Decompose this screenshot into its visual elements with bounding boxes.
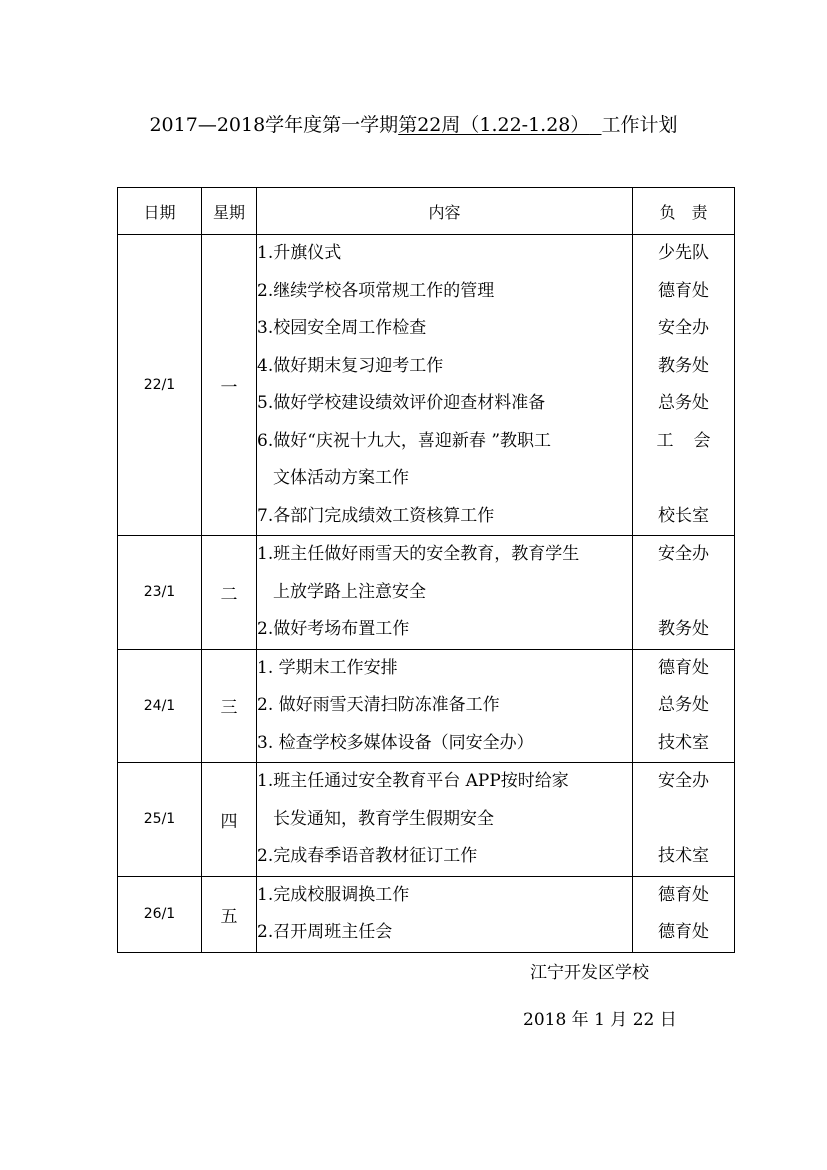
responsible-spacer (633, 801, 734, 839)
task-line: 上放学路上注意安全 (273, 581, 426, 602)
responsible-cell (633, 235, 735, 536)
header-weekday: 星期 (202, 188, 257, 235)
responsible-dept: 德育处 (658, 884, 709, 905)
title-suffix: 工作计划 (601, 114, 678, 136)
school-name: 江宁开发区学校 (530, 963, 649, 983)
task-line: 3.校园安全周工作检查 (257, 318, 427, 338)
weekday-cell: 五 (202, 876, 257, 952)
responsible-dept: 德育处 (658, 280, 709, 301)
responsible-cell (633, 763, 735, 877)
task-line: 2.做好考场布置工作 (257, 619, 410, 639)
responsible-dept: 总务处 (658, 695, 709, 715)
table-header-row (118, 188, 735, 235)
title-week: 第22周（1.22-1.28） (398, 114, 590, 136)
responsible-dept: 教务处 (658, 355, 709, 376)
content-cell (257, 536, 633, 650)
task-line: 4.做好期末复习迎考工作 (257, 355, 444, 376)
responsible-cell (633, 536, 735, 650)
header-responsible: 负 责 (633, 188, 735, 235)
task-line: 1.班主任做好雨雪天的安全教育，教育学生 (257, 544, 580, 564)
document-date: 2018 年 1 月 22 日 (523, 1010, 677, 1030)
responsible-dept: 德育处 (658, 922, 709, 942)
table-row (118, 235, 735, 536)
task-line: 1.完成校服调换工作 (257, 884, 410, 905)
responsible-dept: 教务处 (658, 619, 709, 639)
task-line: 2. 做好雨雪天清扫防冻准备工作 (257, 695, 500, 715)
date-cell: 25/1 (118, 763, 202, 877)
responsible-dept: 安全办 (658, 771, 709, 791)
content-cell (257, 649, 633, 763)
responsible-dept: 少先队 (658, 243, 709, 263)
task-line: 7.各部门完成绩效工资核算工作 (257, 505, 495, 526)
weekday-cell: 二 (202, 536, 257, 650)
task-line: 1. 学期末工作安排 (257, 657, 398, 678)
date-cell: 22/1 (118, 235, 202, 536)
content-cell (257, 876, 633, 952)
date-cell: 24/1 (118, 649, 202, 763)
table-row (118, 649, 735, 763)
page-title (0, 110, 827, 137)
task-line: 2.召开周班主任会 (257, 922, 393, 942)
task-line: 1.升旗仪式 (257, 243, 342, 263)
content-cell (257, 763, 633, 877)
work-plan-table (117, 187, 735, 953)
task-line: 5.做好学校建设绩效评价迎查材料准备 (257, 393, 546, 413)
task-line: 6.做好“庆祝十九大，喜迎新春 ”教职工 (257, 430, 552, 451)
responsible-dept: 技术室 (658, 846, 709, 866)
table-body (118, 235, 735, 953)
responsible-dept: 总务处 (658, 393, 709, 413)
content-cell (257, 235, 633, 536)
task-line: 长发通知，教育学生假期安全 (273, 808, 494, 829)
responsible-cell (633, 649, 735, 763)
task-line: 2.继续学校各项常规工作的管理 (257, 280, 495, 301)
responsible-cell (633, 876, 735, 952)
task-line: 2.完成春季语音教材征订工作 (257, 846, 478, 866)
responsible-dept: 安全办 (658, 544, 709, 564)
task-line: 1.班主任通过安全教育平台 APP按时给家 (257, 771, 569, 791)
responsible-spacer (633, 574, 734, 612)
responsible-dept: 工会 (656, 430, 731, 451)
title-underline-gap (589, 114, 601, 136)
date-cell: 23/1 (118, 536, 202, 650)
responsible-dept: 校长室 (658, 505, 709, 526)
responsible-dept: 安全办 (658, 318, 709, 338)
table-row (118, 876, 735, 952)
table-row (118, 763, 735, 877)
header-date: 日期 (118, 188, 202, 235)
table-row (118, 536, 735, 650)
responsible-dept: 德育处 (658, 657, 709, 678)
task-line: 文体活动方案工作 (273, 468, 409, 488)
responsible-spacer (633, 460, 734, 498)
responsible-dept: 技术室 (658, 732, 709, 753)
header-content: 内容 (257, 188, 633, 235)
task-line: 3. 检查学校多媒体设备（同安全办） (257, 732, 534, 753)
weekday-cell: 一 (202, 235, 257, 536)
date-cell: 26/1 (118, 876, 202, 952)
weekday-cell: 三 (202, 649, 257, 763)
title-prefix: 2017—2018学年度第一学期 (149, 114, 399, 136)
weekday-cell: 四 (202, 763, 257, 877)
